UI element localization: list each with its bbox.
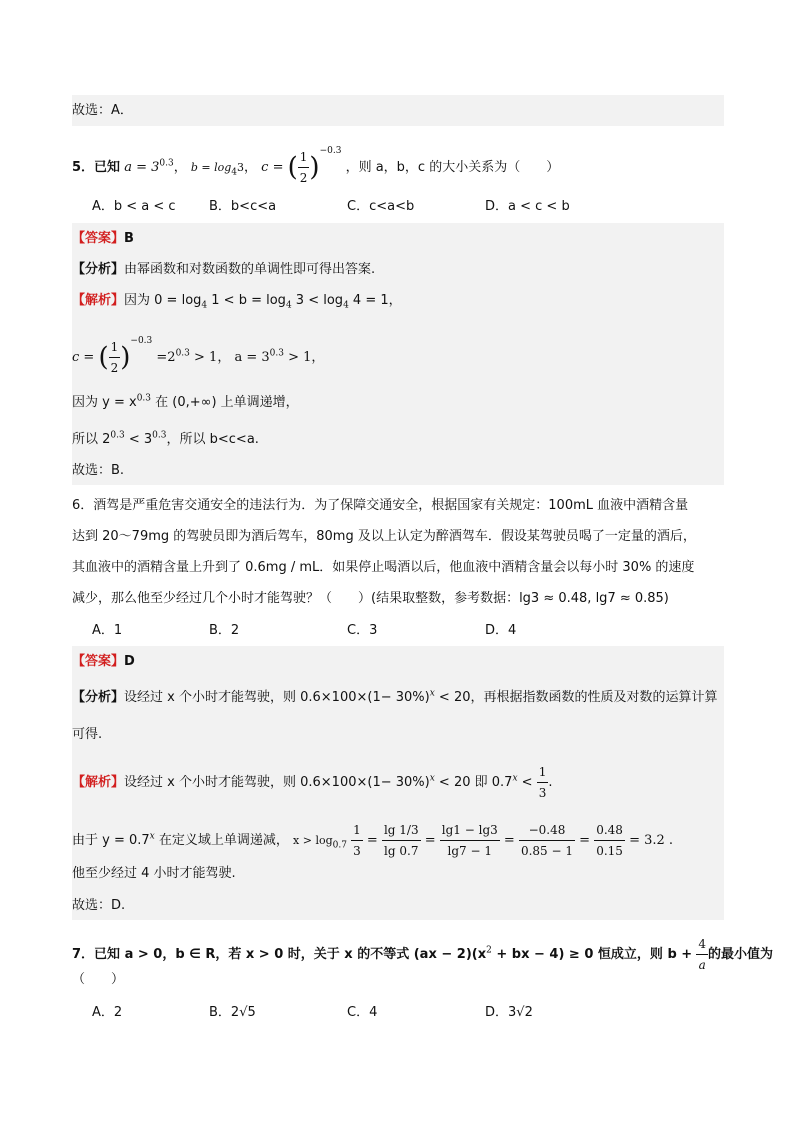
question-7-line1: 7．已知 a > 0，b ∈ R，若 x > 0 时，关于 x 的不等式 $(ax - 2)(x^2$ + bx − 4) ≥ 0 恒成立，则 b + $\frac{4}{a}$ 的最小值为: [72, 934, 773, 975]
option-c[interactable]: C．3: [347, 623, 378, 638]
option-a[interactable]: A．2: [92, 1005, 123, 1020]
question-5-number: 5．: [72, 160, 95, 175]
option-c[interactable]: C．4: [347, 1005, 378, 1020]
analysis-q6-line2: 可得.: [72, 727, 103, 742]
question-6-line4: 减少，那么他至少经过几个小时才能驾驶？（ ）(结果取整数，参考数据：lg3 ≈ 0.48, lg7 ≈ 0.85): [72, 591, 669, 606]
solution-tag: 【解析】: [72, 293, 125, 308]
analysis-tag: 【分析】: [72, 262, 125, 277]
option-d[interactable]: D．3√2: [485, 1005, 533, 1020]
answer-q5: 【答案】B: [72, 231, 134, 246]
solution-q5-line4: 所以 $2^{0.3} < 3^{0.3}$，所以 b<c<a.: [72, 430, 259, 447]
answer-tag: 【答案】: [72, 231, 125, 246]
answer-box-q4-end: [72, 95, 724, 126]
question-6-line3: 其血液中的酒精含量上升到了 0.6mg / mL．如果停止喝酒以后，他血液中酒精含量会以每小时 30% 的速度: [72, 560, 695, 575]
solution-q5-line3: 因为 $y = x^{0.3}$ 在 (0,+∞) 上单调递增，: [72, 393, 299, 410]
option-b[interactable]: B．2√5: [209, 1005, 256, 1020]
analysis-q5: 【分析】由幂函数和对数函数的单调性即可得出答案.: [72, 262, 376, 277]
solution-q6-line3: 他至少经过 4 小时才能驾驶.: [72, 866, 236, 881]
choose-a-text: 故选：A．: [72, 103, 133, 118]
question-5-stem: 5．已知 $a = 3^{0.3}$， $b = \log_43$， c = ( $\frac{1}{2}$ )$^{-0.3}$ ，则 a，b，c 的大小关系为（ ）: [72, 146, 560, 185]
solution-q6-line2: 由于 $y = 0.7^x$ 在定义域上单调递减， $x > \log_{0.7}$ $\frac{1}{3}$ = $\frac{\lg 1/3}{\lg 0.7}$ = $\frac{\lg 1 - \lg 3}{\lg 7 - 1}$ = $\frac{-0.48}{0.85 - 1}$ = $\frac{0.48}{0.15}$ = 3.2 .: [72, 820, 673, 861]
answer-q6: 【答案】D: [72, 654, 135, 669]
solution-q5-line1: 【解析】因为 $0 = \log_4 1 < b = \log_4 3 < \log_4 4 = 1$，: [72, 293, 402, 311]
question-7-line2: （ ）: [72, 972, 125, 987]
solution-q6-line1: 【解析】设经过 x 个小时才能驾驶，则 $0.6\times 100\times(1- 30\%)^x < 20$ 即 $0.7^x$ < $\frac{1}{3}$ .: [72, 762, 552, 803]
option-a[interactable]: A．1: [92, 623, 123, 638]
option-b[interactable]: B．2: [209, 623, 240, 638]
choose-d-text: 故选：D.: [72, 898, 126, 913]
option-d[interactable]: D．4: [485, 623, 517, 638]
option-d[interactable]: D．a < c < b: [485, 199, 570, 214]
option-b[interactable]: B．b<c<a: [209, 199, 277, 214]
question-6-line1: 6．酒驾是严重危害交通安全的违法行为．为了保障交通安全，根据国家有关规定：100mL 血液中酒精含量: [72, 498, 689, 513]
solution-q5-line2: c = ( $\frac{1}{2}$ )$^{-0.3} =2^{0.3} > 1$， $a = 3^{0.3} > 1$，: [72, 336, 325, 375]
option-c[interactable]: C．c<a<b: [347, 199, 415, 214]
option-a[interactable]: A．b < a < c: [92, 199, 176, 214]
choose-b-text: 故选：B.: [72, 463, 125, 478]
question-6-line2: 达到 20～79mg 的驾驶员即为酒后驾车，80mg 及以上认定为醉酒驾车．假设某驾驶员喝了一定量的酒后，: [72, 529, 696, 544]
analysis-q6-line1: 【分析】设经过 x 个小时才能驾驶，则 $0.6\times 100\times(1- 30\%)^x < 20$，再根据指数函数的性质及对数的运算计算: [72, 688, 718, 705]
